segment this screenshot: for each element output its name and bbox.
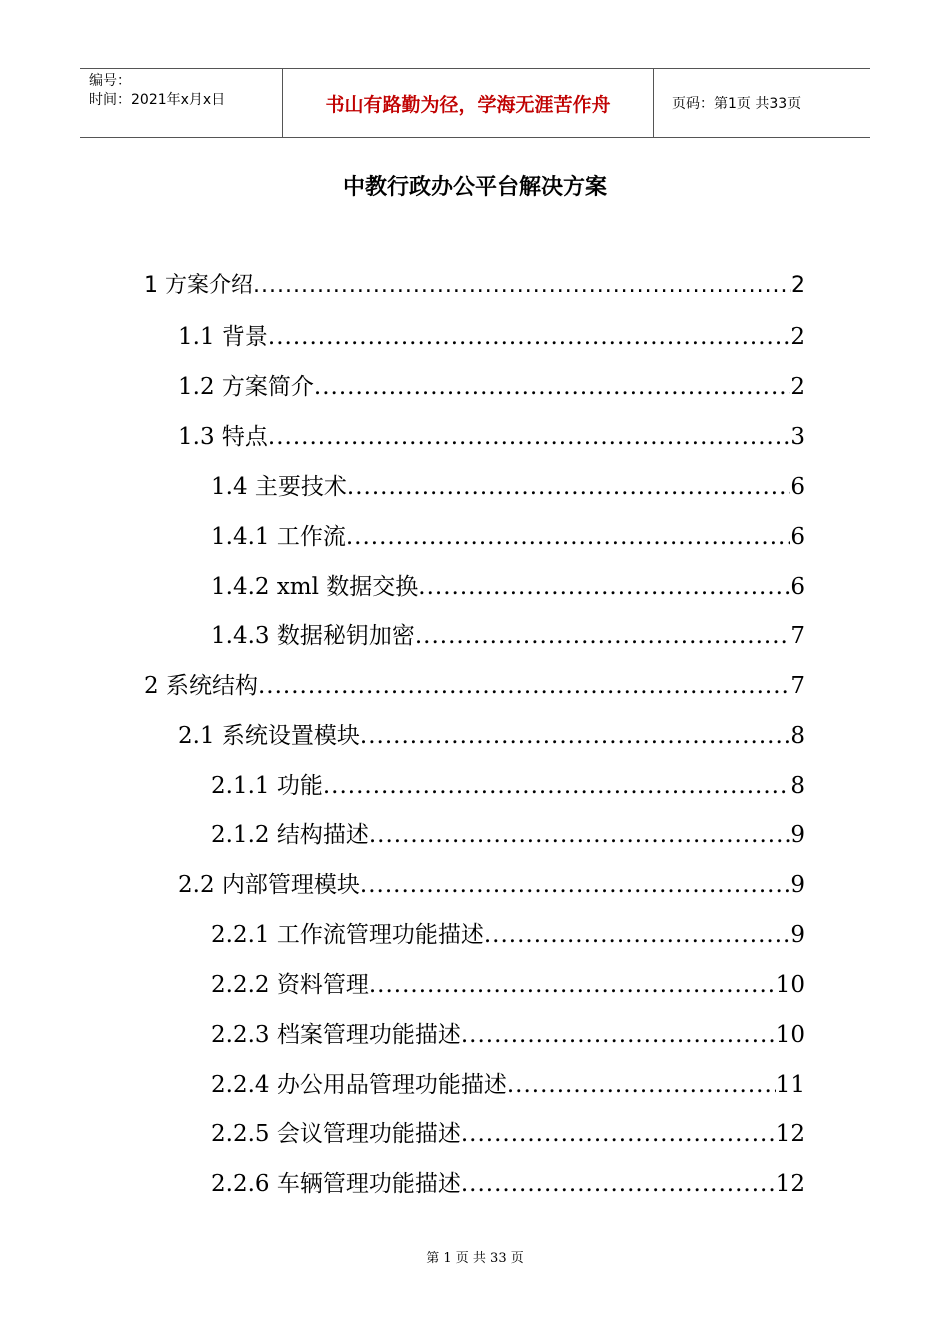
toc-entry-page: 10	[775, 972, 805, 996]
toc-entry-page: 6	[790, 474, 805, 498]
toc-leader	[346, 524, 791, 548]
toc-entry-title: 1.4.2 xml 数据交换	[211, 574, 419, 598]
toc-entry[interactable]	[211, 568, 805, 598]
header-motto: 书山有路勤为径，学海无涯苦作舟	[283, 69, 654, 137]
toc-entry-page: 12	[775, 1121, 805, 1145]
toc-entry-page: 2	[790, 324, 805, 348]
toc-entry-title: 1.4.3 数据秘钥加密	[211, 623, 415, 647]
toc-entry-title: 2.2.3 档案管理功能描述	[211, 1022, 461, 1046]
toc-leader	[415, 623, 791, 647]
toc-entry-page: 10	[775, 1022, 805, 1046]
toc-entry[interactable]	[211, 767, 805, 797]
toc-entry[interactable]	[211, 1165, 805, 1195]
toc-leader	[258, 673, 790, 697]
toc-entry[interactable]	[211, 916, 805, 946]
toc-entry-page: 6	[790, 524, 805, 548]
toc-entry[interactable]	[211, 468, 805, 498]
page-header	[80, 68, 870, 138]
toc-entry[interactable]	[211, 617, 805, 647]
toc-entry[interactable]	[211, 1016, 805, 1046]
toc-leader	[360, 723, 790, 747]
toc-leader	[461, 1171, 776, 1195]
toc-entry-page: 9	[790, 822, 805, 846]
toc-leader	[418, 574, 790, 598]
toc-entry-page: 6	[790, 574, 805, 598]
toc-entry-page: 2	[791, 273, 805, 298]
toc-entry-page: 7	[790, 673, 805, 697]
toc-entry[interactable]	[211, 966, 805, 996]
toc-entry-page: 11	[775, 1072, 805, 1096]
toc-entry-title: 2.1.1 功能	[211, 773, 323, 797]
toc-leader	[268, 424, 790, 448]
toc-entry-title: 2.2.5 会议管理功能描述	[211, 1121, 461, 1145]
toc-entry[interactable]	[211, 518, 805, 548]
toc-entry-title: 2.2.4 办公用品管理功能描述	[211, 1072, 507, 1096]
toc-entry[interactable]	[178, 717, 805, 747]
toc-entry-title: 2.2 内部管理模块	[178, 872, 360, 896]
toc-entry-title: 2 系统结构	[144, 673, 258, 697]
toc-entry[interactable]	[144, 268, 805, 298]
toc-entry-title: 2.1.2 结构描述	[211, 822, 369, 846]
toc-leader	[253, 273, 791, 298]
toc-entry-title: 2.2.6 车辆管理功能描述	[211, 1171, 461, 1195]
toc-entry-page: 12	[775, 1171, 805, 1195]
toc-entry-title: 2.2.1 工作流管理功能描述	[211, 922, 484, 946]
toc-entry[interactable]	[178, 866, 805, 896]
document-title: 中教行政办公平台解决方案	[342, 175, 607, 200]
toc-entry-title: 2.2.2 资料管理	[211, 972, 369, 996]
toc-leader	[369, 822, 791, 846]
toc-entry-page: 7	[790, 623, 805, 647]
toc-entry[interactable]	[211, 816, 805, 846]
toc-entry-page: 8	[790, 723, 805, 747]
page-info-text: 页码：第1页 共33页	[672, 96, 802, 112]
toc-entry[interactable]	[211, 1115, 805, 1145]
toc-leader	[347, 474, 790, 498]
toc-leader	[507, 1072, 776, 1096]
toc-entry[interactable]	[144, 667, 805, 697]
toc-entry-page: 9	[790, 872, 805, 896]
toc-entry-title: 1.4 主要技术	[211, 474, 347, 498]
toc-entry-title: 1.1 背景	[178, 324, 268, 348]
toc-leader	[369, 972, 776, 996]
toc-leader	[268, 324, 790, 348]
toc-entry-title: 1 方案介绍	[144, 273, 253, 298]
toc-leader	[314, 374, 790, 398]
toc-entry-title: 1.2 方案简介	[178, 374, 314, 398]
toc-entry-page: 9	[790, 922, 805, 946]
page-footer: 第 1 页 共 33 页	[426, 1251, 524, 1266]
toc-entry[interactable]	[178, 418, 805, 448]
toc-entry-page: 2	[790, 374, 805, 398]
number-label: 编号：	[89, 73, 131, 89]
toc-leader	[461, 1121, 776, 1145]
toc-entry[interactable]	[211, 1066, 805, 1096]
header-meta-cell	[80, 69, 283, 137]
toc-leader	[323, 773, 791, 797]
toc-entry-page: 3	[790, 424, 805, 448]
toc-entry-title: 1.3 特点	[178, 424, 268, 448]
toc-entry-title: 1.4.1 工作流	[211, 524, 346, 548]
toc-leader	[360, 872, 790, 896]
toc-leader	[484, 922, 791, 946]
toc-leader	[461, 1022, 776, 1046]
toc-entry-page: 8	[790, 773, 805, 797]
header-page-info	[664, 69, 870, 137]
time-label: 时间：2021年x月x日	[89, 92, 226, 108]
toc-entry[interactable]	[178, 318, 805, 348]
toc-entry[interactable]	[178, 368, 805, 398]
toc-entry-title: 2.1 系统设置模块	[178, 723, 360, 747]
